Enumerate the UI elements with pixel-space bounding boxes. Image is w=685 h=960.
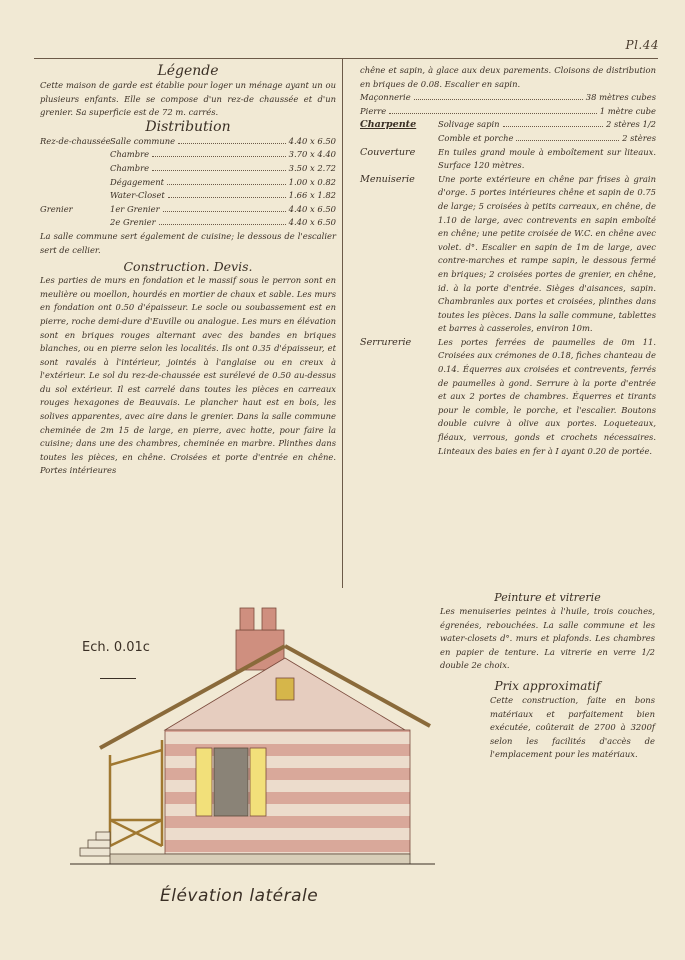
room-dims: 1.66 x 1.82 (288, 190, 336, 201)
pierre-label: Pierre (360, 105, 387, 116)
menuiserie-text: Une porte extérieure en chêne par frises à grain d'orge. 5 portes intérieures chêne et sapin de 0.75 de large; 5 croisées à petits carreaux, en chêne, de 1.10 de large, avec contrevents en sapin emboîté en chêne; une petite croisée de W.C. en chêne avec volet. d°. Escalier en sapin de 1m de large, avec contre-marches et rampe sapin, le dessous fermé en briques; 2 croisées portes de grenier, en chêne, id. à la porte d'entrée. Sièges d'aisances, sapin. Chambranles aux portes et croisées, plinthes dans toutes les pièces. Dans la salle commune, tablettes et barres à casseroles, environ 10m. (438, 173, 656, 334)
legende-intro: Cette maison de garde est établie pour loger un ménage ayant un ou plusieurs enfants. Elle se compose d'un rez-de chaussée et d'un grenier. Sa superficie est de 72 m. carrés. (40, 80, 336, 118)
maconnerie-value: 38 mètres cubes (585, 92, 656, 103)
peinture-title: Peinture et vitrerie (494, 591, 601, 604)
room-dims: 3.70 x 4.40 (288, 149, 336, 160)
plinth (110, 854, 410, 864)
charpente-line2: Comble et porche (438, 132, 514, 143)
distribution-note: La salle commune sert également de cuisine; le dessous de l'escalier sert de cellier. (40, 230, 336, 255)
devis-text: Les parties de murs en fondation et le massif sous le perron sont en meulière ou moellon, hourdés en mortier de chaux et sable. Les murs en fondation ont 0.50 d'épaisseur. Le socle ou soubassement est en pierre, roche demi-dure d'Euville ou analogue. Les murs en élévation sont en briques rouges alternant avec des bandes en briques blanches, ou en pierre selon les localités. Ils ont 0.35 d'épaisseur, et sont ravalés à l'intérieur, jointés à l'anglaise ou en creux à l'extérieur. Le sol du rez-de-chaussée est surélevé de 0.50 au-dessus du sol extérieur. Il est carrelé dans toutes les pièces en carreaux rouges hexagones de Beauvais. Le plancher haut est en bois, les solives apparentes, avec aire dans le grenier. Dans la salle commune cheminée de 2m 15 de large, en pierre, avec hotte, pour faire la cuisine; dans une des chambres, cheminée en marbre. Plinthes dans toutes les pièces, en chêne. Croisées et porte d'entrée en chêne. Portes intérieures (40, 275, 336, 476)
peinture-text: Les menuiseries peintes à l'huile, trois couches, égrenées, rebouchées. La salle commune et les water-closets d°. murs et plafonds. Les chambres en papier de tenture. La vitrerie en verre 1/2 double 2e choix. (440, 606, 655, 671)
room-name: Water-Closet (110, 190, 165, 201)
right-column (360, 64, 656, 458)
porch (110, 740, 162, 846)
couverture-text: En tuiles grand moule à emboîtement sur liteaux. Surface 120 mètres. (438, 146, 656, 171)
room-name: Chambre (110, 162, 150, 173)
plate-number: Pl.44 (625, 38, 659, 52)
distribution-row (40, 135, 336, 149)
distribution-row (40, 162, 336, 176)
room-dims: 3.50 x 2.72 (288, 162, 336, 173)
elevation-drawing (70, 600, 440, 880)
charpente-entry (360, 118, 656, 145)
room-name: Chambre (110, 149, 150, 160)
distribution-group: Grenier (40, 203, 73, 214)
charpente-label: Charpente (360, 119, 417, 131)
gable-window (276, 678, 294, 700)
steps (80, 832, 110, 856)
room-dims: 4.40 x 6.50 (288, 217, 336, 228)
door-with-shutters (196, 748, 266, 816)
distribution-group: Rez-de-chaussée (40, 135, 111, 146)
devis-continuation: chêne et sapin, à glace aux deux parements. Cloisons de distribution en briques de 0.08. Escalier en sapin. (360, 65, 656, 89)
distribution-table (40, 135, 336, 230)
charpente-val1: 2 stères 1/2 (605, 119, 656, 130)
serrurerie-text: Les portes ferrées de paumelles de 0m 11. Croisées aux crémones de 0.18, fiches chanteau de 0.14. Équerres aux croisées et contrevents, ferrés de paumelles à gond. Serrure à la porte d'entrée et aux 2 portes de chambres. Équerres et tirants pour le comble, le porche, et l'escalier. Boutons double cuivre à olive aux portes. Loqueteaux, fléaux, verrous, gonds et crochets nécessaires. Linteaux des baies en fer à I ayant 0.20 de portée. (438, 336, 656, 456)
room-name: 2e Grenier (110, 217, 156, 228)
prix-text: Cette construction, faite en bons matériaux et parfaitement bien exécutée, coûterait de 2700 à 3200f selon les facilités d'accès de l'emplacement pour les matériaux. (490, 694, 655, 760)
charpente-val2: 2 stères (622, 132, 656, 143)
couverture-entry (360, 146, 656, 173)
left-column (40, 64, 336, 478)
maconnerie-label: Maçonnerie (360, 92, 411, 103)
pierre-value: 1 mètre cube (599, 105, 656, 116)
distribution-row (40, 189, 336, 203)
room-name: 1er Grenier (110, 203, 160, 214)
distribution-row (40, 203, 336, 217)
charpente-line1: Solivage sapin (438, 119, 500, 130)
prix-title: Prix approximatif (494, 678, 601, 693)
scale-label: Ech. 0.01c (82, 640, 150, 655)
room-name: Salle commune (110, 135, 176, 146)
pierre-row (360, 105, 656, 119)
serrurerie-label: Serrurerie (360, 336, 412, 348)
menuiserie-label: Menuiserie (360, 173, 415, 185)
menuiserie-entry (360, 173, 656, 336)
right-lower-column (440, 590, 655, 762)
distribution-title: Distribution (145, 118, 231, 135)
maconnerie-row (360, 91, 656, 105)
distribution-row (40, 148, 336, 162)
room-name: Dégagement (110, 176, 164, 187)
room-dims: 1.00 x 0.82 (288, 176, 336, 187)
room-dims: 4.40 x 6.50 (288, 203, 336, 214)
distribution-row (40, 176, 336, 190)
legende-title: Légende (157, 63, 219, 79)
room-dims: 4.40 x 6.50 (288, 135, 336, 146)
serrurerie-entry (360, 336, 656, 458)
column-divider (342, 58, 343, 588)
elevation-caption: Élévation latérale (160, 886, 319, 906)
distribution-row (40, 216, 336, 230)
devis-title: Construction. Devis. (123, 259, 253, 275)
couverture-label: Couverture (360, 146, 416, 158)
